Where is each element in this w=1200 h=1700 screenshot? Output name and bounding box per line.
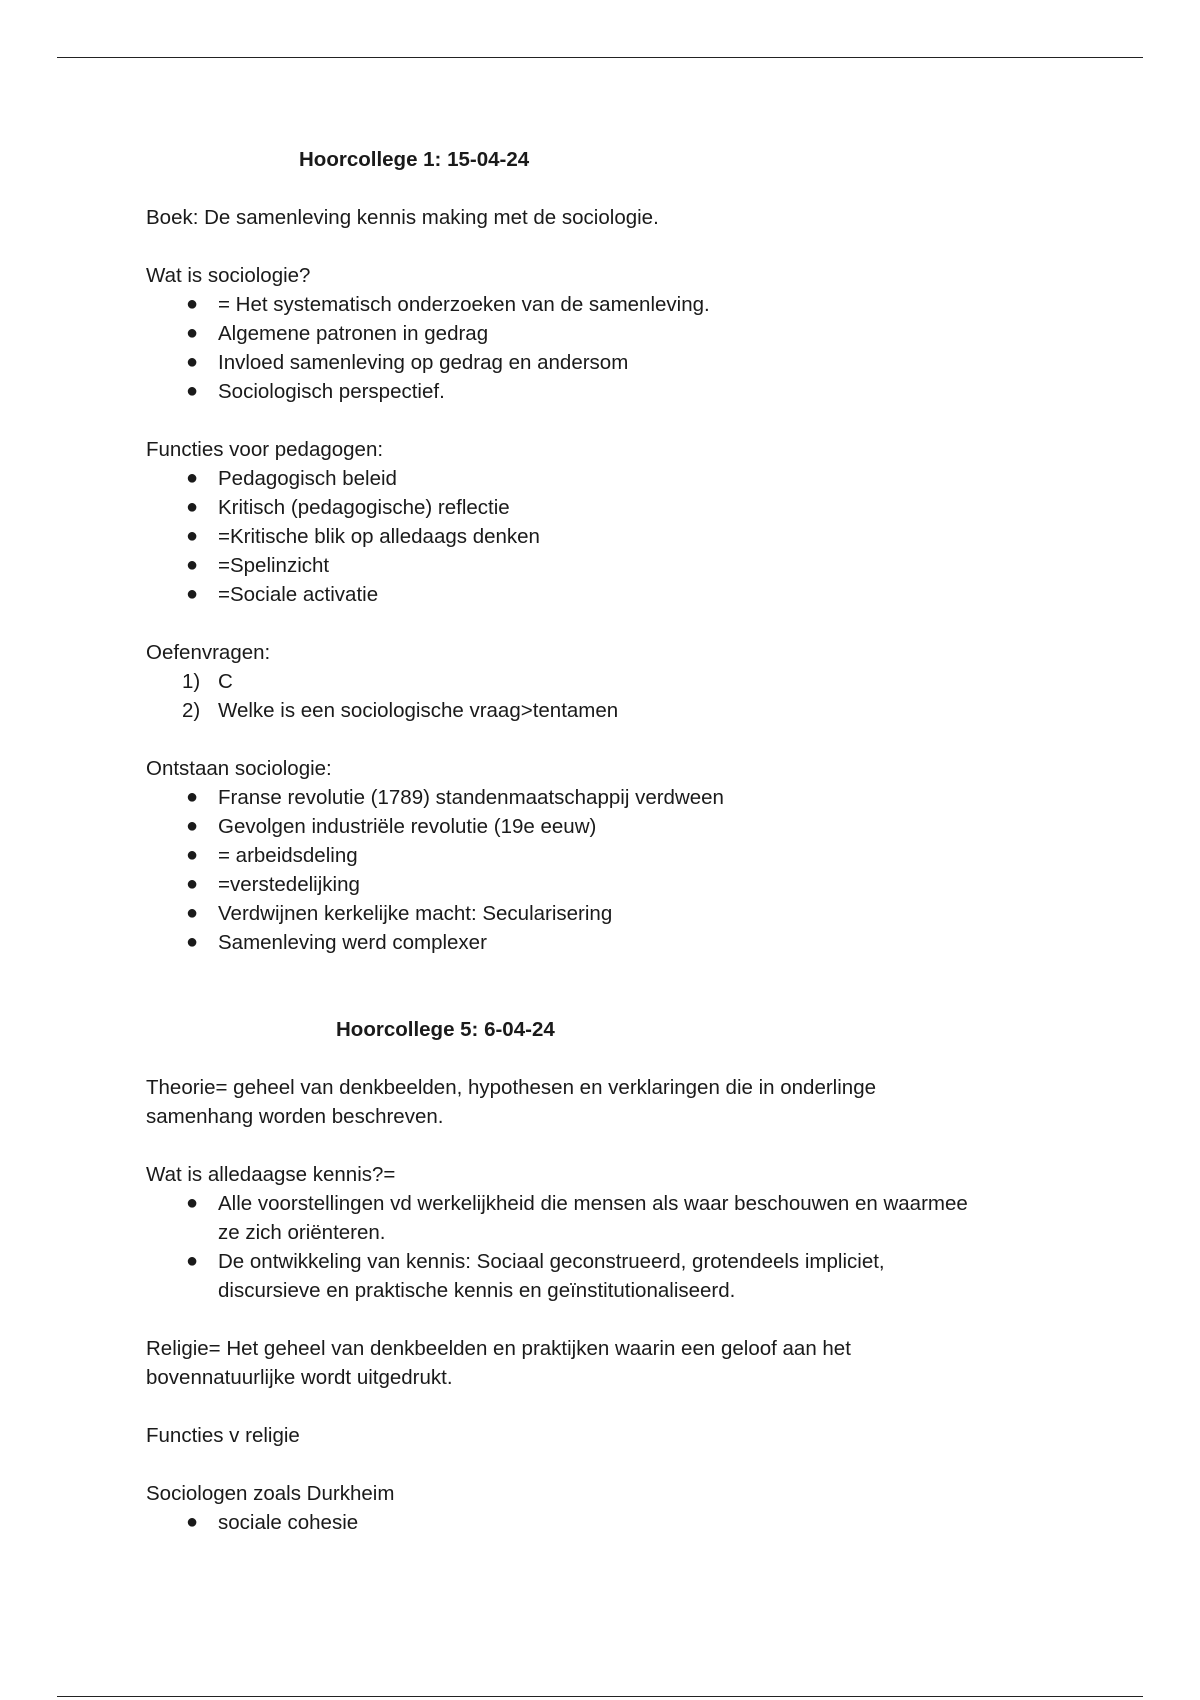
functions-list (146, 464, 1046, 609)
list-item: 1) C (182, 670, 233, 693)
section-2-heading: Hoorcollege 5: 6-04-24 (336, 1018, 555, 1041)
list-item: ● =verstedelijking (146, 870, 1046, 899)
bullet-icon: ● (186, 496, 199, 518)
bullet-icon: ● (186, 844, 199, 866)
book-line: Boek: De samenleving kennis making met de sociologie. (146, 206, 659, 229)
top-rule (57, 57, 1143, 58)
section-1-heading: Hoorcollege 1: 15-04-24 (299, 148, 530, 171)
bullet-icon: ● (186, 554, 199, 576)
sociologists-title: Sociologen zoals Durkheim (146, 1482, 395, 1505)
bullet-icon: ● (186, 815, 199, 837)
list-item: ● = Het systematisch onderzoeken van de samenleving. (146, 290, 1046, 319)
theory-line-2: samenhang worden beschreven. (146, 1105, 444, 1128)
what-is-title: Wat is sociologie? (146, 264, 311, 287)
bullet-icon: ● (186, 583, 199, 605)
bullet-icon: ● (186, 1250, 199, 1272)
list-item: ● Invloed samenleving op gedrag en andersom (146, 348, 1046, 377)
what-is-list (146, 290, 1046, 406)
religion-line-2: bovennatuurlijke wordt uitgedrukt. (146, 1366, 453, 1389)
exercises-title: Oefenvragen: (146, 641, 271, 664)
sociologists-list (146, 1508, 1046, 1537)
bullet-icon: ● (186, 525, 199, 547)
bullet-icon: ● (186, 786, 199, 808)
bullet-icon: ● (186, 902, 199, 924)
origin-title: Ontstaan sociologie: (146, 757, 332, 780)
functions-title: Functies voor pedagogen: (146, 438, 384, 461)
list-item: ● Franse revolutie (1789) standenmaatschappij verdween (146, 783, 1046, 812)
list-item: ● Pedagogisch beleid (146, 464, 1046, 493)
bullet-icon: ● (186, 322, 199, 344)
bottom-rule (57, 1696, 1143, 1697)
theory-line-1: Theorie= geheel van denkbeelden, hypothesen en verklaringen die in onderlinge (146, 1076, 876, 1099)
bullet-icon: ● (186, 380, 199, 402)
list-item: ● Kritisch (pedagogische) reflectie (146, 493, 1046, 522)
list-item: ● = arbeidsdeling (146, 841, 1046, 870)
religion-line-1: Religie= Het geheel van denkbeelden en praktijken waarin een geloof aan het (146, 1337, 851, 1360)
list-item: ● Sociologisch perspectief. (146, 377, 1046, 406)
list-item: ● =Kritische blik op alledaags denken (146, 522, 1046, 551)
exercises-list (146, 667, 1046, 725)
list-item: 2) Welke is een sociologische vraag>tentamen (182, 699, 619, 722)
bullet-icon: ● (186, 931, 199, 953)
list-item: ● Algemene patronen in gedrag (146, 319, 1046, 348)
bullet-icon: ● (186, 873, 199, 895)
everyday-list (146, 1189, 1046, 1305)
list-item: ● Gevolgen industriële revolutie (19e eeuw) (146, 812, 1046, 841)
bullet-icon: ● (186, 467, 199, 489)
list-item: ● Samenleving werd complexer (146, 928, 1046, 957)
list-item: ● =Sociale activatie (146, 580, 1046, 609)
list-item: ● Alle voorstellingen vd werkelijkheid die mensen als waar beschouwen en waarmee ze zich oriënteren. (146, 1189, 1046, 1247)
document-body (146, 145, 1046, 1537)
bullet-icon: ● (186, 1511, 199, 1533)
bullet-icon: ● (186, 293, 199, 315)
list-item: ● =Spelinzicht (146, 551, 1046, 580)
list-item: ● Verdwijnen kerkelijke macht: Secularisering (146, 899, 1046, 928)
list-item: ● sociale cohesie (146, 1508, 1046, 1537)
list-item: ● De ontwikkeling van kennis: Sociaal geconstrueerd, grotendeels impliciet, discursieve en praktische kennis en geïnstitutionaliseerd. (146, 1247, 1046, 1305)
bullet-icon: ● (186, 1192, 199, 1214)
religion-functions: Functies v religie (146, 1424, 300, 1447)
everyday-title: Wat is alledaagse kennis?= (146, 1163, 396, 1186)
origin-list (146, 783, 1046, 957)
bullet-icon: ● (186, 351, 199, 373)
